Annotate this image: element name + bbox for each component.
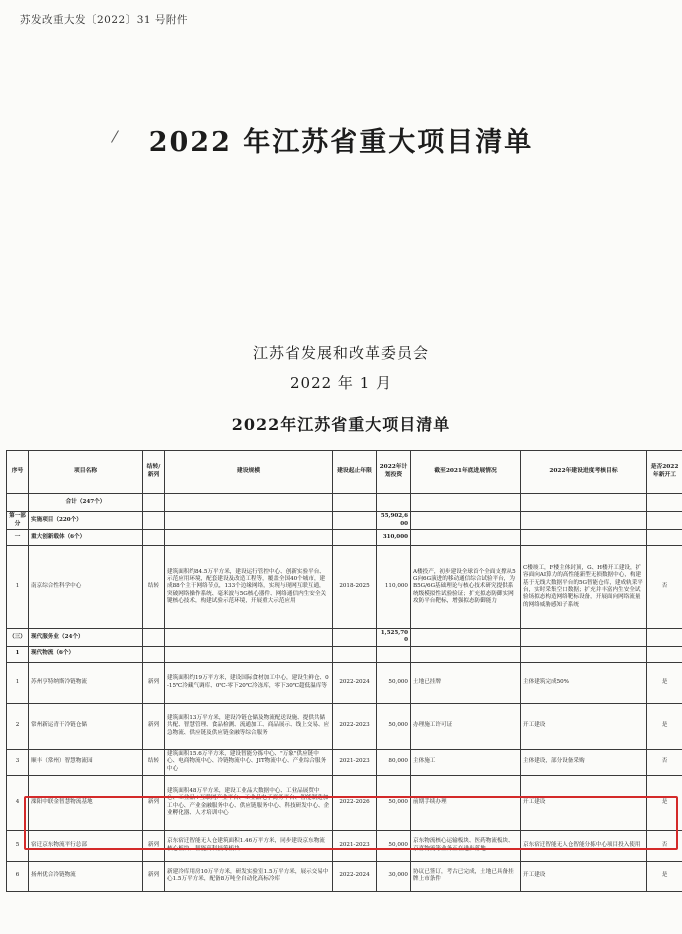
part-row (7, 512, 682, 530)
category-row (7, 530, 682, 546)
cell-target: 京东宿迁智能无人仓智能分拣中心项目投入使用 (521, 830, 647, 861)
cell-invest: 110,000 (377, 546, 411, 629)
cell-target: 主体建筑完成50% (521, 662, 647, 703)
cell-type: 新列 (143, 830, 165, 861)
cell-name: 宿迁京东物流平行总部 (29, 830, 143, 861)
cell-name: 溧阳中联金智慧物流基地 (29, 775, 143, 830)
table-header-row (7, 451, 682, 494)
cell-progress: 京东物流核心运输板块、医药物流板块、京喜物流等业务正在进步落地 (411, 830, 521, 861)
cell-target: 开工建设 (521, 775, 647, 830)
category-invest: 310,000 (377, 530, 411, 546)
cell-type: 新列 (143, 662, 165, 703)
cell-period: 2022-2024 (333, 662, 377, 703)
cell-target: 主体建设，部分设备采购 (521, 749, 647, 775)
header-scale: 建设规模 (165, 451, 333, 494)
category-label: 重大创新载体（6个） (29, 530, 143, 546)
project-table-container (6, 450, 682, 892)
cell-newstart: 否 (647, 749, 682, 775)
cell-type: 结转 (143, 546, 165, 629)
cell-seq: 1 (7, 546, 29, 629)
cell-type: 新列 (143, 775, 165, 830)
header-seq: 序号 (7, 451, 29, 494)
cell-scale: 建筑面积15.6万平方米，建设智能分拣中心、"万象"供应链中心、电商物流中心、冷链物流中心、JIT物流中心、产业综合服务中心 (165, 749, 333, 775)
cell-name: 南京综合性科学中心 (29, 546, 143, 629)
category-row (7, 629, 682, 647)
cell-invest: 50,000 (377, 830, 411, 861)
cell-period: 2022-2023 (333, 703, 377, 749)
category-seq: （三） (7, 629, 29, 647)
table-row-highlighted (7, 775, 682, 830)
cell-type: 新列 (143, 861, 165, 891)
cell-period: 2018-2025 (333, 546, 377, 629)
cell-scale: 建筑面积13万平方米，建设冷链仓储及物流配送设施、提供共储共配、智慧管理、食品检测、流通加工、商品展示、线上交易、应急物流、供应链及供应链金融等综合服务 (165, 703, 333, 749)
header-target: 2022年建设进度考核目标 (521, 451, 647, 494)
issue-date: 2022 年 1 月 (289, 374, 393, 392)
cell-invest: 30,000 (377, 861, 411, 891)
cell-seq: 4 (7, 775, 29, 830)
part-invest: 55,902,600 (377, 512, 411, 530)
part-seq: 第一部分 (7, 512, 29, 530)
header-progress: 截至2021年底进展情况 (411, 451, 521, 494)
document-reference: 苏发改重大发〔2022〕31 号附件 (20, 14, 188, 26)
cell-progress: A楼投产，初步建设全球首个全面支撑从5G向6G演进的移动通信综合试验平台，为B5G/6G基础理论与核心技术研究提供系统级模拟性试验验证；扩充拟态防御实网攻防平台靶标，增强拟态防御能力 (411, 546, 521, 629)
cell-scale: 建筑面积约19万平方米，建设国际食材加工中心，建设生鲜仓、0-15℃冷藏气调库、0℃-零下20℃冷冻库，零下30℃超低温库等 (165, 662, 333, 703)
main-title: 2022 年江苏省重大项目清单 (148, 127, 534, 158)
cell-newstart: 否 (647, 830, 682, 861)
cell-target: 开工建设 (521, 703, 647, 749)
cell-newstart: 是 (647, 861, 682, 891)
cell-invest: 50,000 (377, 662, 411, 703)
cell-name: 顺丰（常州）智慧物流园 (29, 749, 143, 775)
cell-invest: 50,000 (377, 703, 411, 749)
header-type: 结转/新列 (143, 451, 165, 494)
subcategory-seq: 1 (7, 646, 29, 662)
issuer: 江苏省发展和改革委员会 (252, 344, 429, 362)
cell-scale: 建筑面积约84.5万平方米，建设运行管控中心、创新实验平台、示范应用环境，配套建设及改造工程等，覆盖全国40个城市，建成88个主干网络节点，133个边缘网络，实现与现网互联互通，突破网络操作系统、毫米波与5G核心器件、网络通信内生安全关键核心技术，构建试验示范环境，开展重大示范应用 (165, 546, 333, 629)
cell-seq: 6 (7, 861, 29, 891)
cell-type: 结转 (143, 749, 165, 775)
cell-newstart: 是 (647, 703, 682, 749)
cell-scale: 京东宿迁智能无人仓建筑面积1.46万平方米，同步建设京东物流核心板块、智能高科技等板块 (165, 830, 333, 861)
cell-name: 常州新运青干冷链仓储 (29, 703, 143, 749)
header-newstart: 是否2022年新开工 (647, 451, 682, 494)
category-seq: 一 (7, 530, 29, 546)
part-label: 实施项目（220个） (29, 512, 143, 530)
cell-target: 开工建设 (521, 861, 647, 891)
cell-name: 苏州亨特纳斯冷链物流 (29, 662, 143, 703)
cell-seq: 3 (7, 749, 29, 775)
cell-seq: 2 (7, 703, 29, 749)
cell-progress: 主体施工 (411, 749, 521, 775)
cell-invest: 80,000 (377, 749, 411, 775)
cell-period: 2022-2026 (333, 775, 377, 830)
total-row (7, 494, 682, 512)
table-row (7, 546, 682, 629)
cell-newstart: 是 (647, 662, 682, 703)
table-row (7, 861, 682, 891)
project-table (6, 450, 682, 892)
header-invest: 2022年计划投资 (377, 451, 411, 494)
cell-period: 2021-2023 (333, 830, 377, 861)
cell-newstart: 是 (647, 775, 682, 830)
cell-newstart: 否 (647, 546, 682, 629)
header-period: 建设起止年限 (333, 451, 377, 494)
cell-scale: 建筑面积48万平方米，建设工业品大数据中心、工业品展贸中心、工业品+互联网产业平台、工业品电子商务平台、智能制造加工中心、产业金融服务中心、供应链服务中心、科技研发中心、企业孵化器、人才培训中心 (165, 775, 333, 830)
cell-type: 新列 (143, 703, 165, 749)
header-name: 项目名称 (29, 451, 143, 494)
cell-name: 扬州优合冷链物流 (29, 861, 143, 891)
cell-progress: 前期手续办理 (411, 775, 521, 830)
cell-seq: 1 (7, 662, 29, 703)
cell-period: 2021-2023 (333, 749, 377, 775)
total-label: 合计（247个） (29, 494, 143, 512)
table-row (7, 749, 682, 775)
subcategory-label: 现代物流（6个） (29, 646, 143, 662)
cell-progress: 办理施工许可证 (411, 703, 521, 749)
cell-target: C楼竣工，F楼主体封顶，G、H楼开工建设，扩容面向AI算力的高性能新型无损数据中心，构建基于无线大数据平台的5G智能仓库，建成轨采平台，实时采集空口数据；扩充并丰富内生安全试验场拟态构造网络靶标设备，开展面向网络流量的网络威胁感知子系统 (521, 546, 647, 629)
table-row (7, 830, 682, 861)
table-row (7, 662, 682, 703)
cell-scale: 新建冷库用房10万平方米，研发实验室1.5万平方米，展示交易中心1.5万平方米，配备8万吨全自动化高标冷库 (165, 861, 333, 891)
category-invest: 1,525,700 (377, 629, 411, 647)
table-title: 2022年江苏省重大项目清单 (231, 415, 451, 434)
cell-progress: 土地已挂牌 (411, 662, 521, 703)
category-label: 现代服务业（24个） (29, 629, 143, 647)
cell-progress: 协议已签订，考古已完成，土地已具备挂牌上市条件 (411, 861, 521, 891)
cell-invest: 50,000 (377, 775, 411, 830)
table-row (7, 703, 682, 749)
cell-seq: 5 (7, 830, 29, 861)
cell-period: 2022-2024 (333, 861, 377, 891)
subcategory-row (7, 646, 682, 662)
